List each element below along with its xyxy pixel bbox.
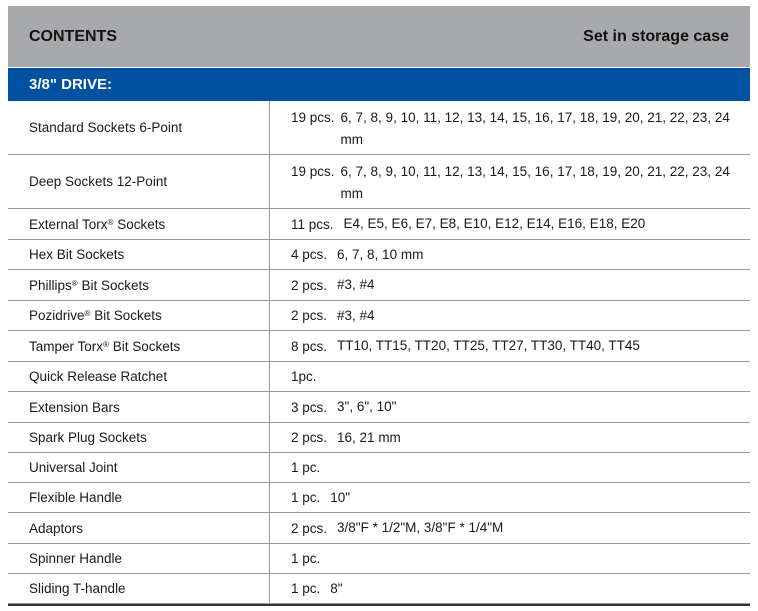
row-quantity: 1pc. (291, 369, 317, 384)
row-items: 6, 7, 8, 9, 10, 11, 12, 13, 14, 15, 16, 17, 18, 19, 20, 21, 22, 23, 24 mm (340, 110, 730, 147)
table-row (8, 483, 750, 513)
row-name-text: Quick Release Ratchet (29, 369, 168, 384)
row-items: #3, #4 (337, 277, 375, 292)
table-row (8, 331, 750, 362)
row-value (270, 331, 750, 361)
row-quantity: 1 pc. (291, 551, 321, 566)
row-name (8, 362, 270, 391)
row-quantity: 8 pcs. (291, 338, 328, 354)
row-name (8, 101, 270, 154)
row-name (8, 513, 270, 543)
row-value (270, 453, 750, 482)
row-name (8, 240, 270, 269)
section-header (8, 68, 750, 101)
row-items: 8" (330, 580, 343, 596)
row-items: 6, 7, 8, 9, 10, 11, 12, 13, 14, 15, 16, 17, 18, 19, 20, 21, 22, 23, 24 mm (340, 164, 730, 201)
table-row (8, 574, 750, 604)
row-name-text: Standard Sockets 6-Point (29, 120, 183, 135)
table-row (8, 423, 750, 453)
row-quantity: 11 pcs. (291, 216, 334, 232)
table-row (8, 155, 750, 209)
row-name-suffix: Bit Sockets (77, 277, 149, 293)
table-header (8, 6, 750, 67)
row-name (8, 544, 270, 573)
table-bottom-rule (8, 604, 750, 606)
registered-mark: ® (107, 217, 114, 227)
table-row (8, 270, 750, 301)
row-value (270, 392, 750, 422)
header-set-label: Set in storage case (583, 27, 729, 45)
row-name-suffix: Sockets (113, 216, 166, 232)
table-body (8, 101, 750, 604)
row-value (270, 209, 750, 239)
row-name-text: Tamper Torx (29, 338, 104, 354)
row-quantity: 2 pcs. (291, 277, 328, 293)
registered-mark: ® (103, 339, 109, 349)
row-value (270, 240, 750, 269)
row-name-text: Spark Plug Sockets (29, 430, 147, 445)
row-name-text: Pozidrive (29, 308, 85, 323)
row-items: E4, E5, E6, E7, E8, E10, E12, E14, E16, E18, E20 (343, 216, 646, 231)
row-quantity: 1 pc. (291, 490, 321, 505)
row-quantity: 2 pcs. (291, 430, 328, 445)
row-items: 3/8"F * 1/2"M, 3/8"F * 1/4"M (337, 520, 504, 535)
row-name-text: External Torx (29, 216, 108, 232)
row-items: #3, #4 (337, 307, 375, 323)
row-quantity: 2 pcs. (291, 520, 328, 536)
row-value (270, 513, 750, 543)
row-quantity: 4 pcs. (291, 247, 328, 262)
row-name-suffix: Bit Sockets (108, 338, 181, 354)
row-value (270, 270, 750, 300)
row-name (8, 453, 270, 482)
row-quantity: 2 pcs. (291, 308, 328, 323)
row-items: 16, 21 mm (337, 429, 401, 445)
row-items: 10" (330, 489, 351, 505)
row-quantity: 1 pc. (291, 581, 321, 596)
row-name-text: Deep Sockets 12-Point (29, 174, 168, 189)
row-value (270, 574, 750, 603)
row-name-suffix: Bit Sockets (90, 308, 162, 323)
row-quantity: 1 pc. (291, 460, 321, 475)
registered-mark: ® (71, 278, 78, 288)
registered-mark: ® (84, 309, 91, 318)
row-value (270, 544, 750, 573)
row-name-text: Flexible Handle (29, 490, 123, 505)
row-name-text: Extension Bars (29, 399, 120, 415)
row-name (8, 483, 270, 512)
row-name (8, 270, 270, 300)
row-name (8, 301, 270, 330)
row-value (270, 101, 750, 154)
table-row (8, 392, 750, 423)
table-row (8, 513, 750, 544)
row-value (270, 362, 750, 391)
row-value (270, 483, 750, 512)
row-name (8, 155, 270, 208)
row-name (8, 574, 270, 603)
row-quantity: 19 pcs. (291, 164, 335, 179)
row-name-text: Hex Bit Sockets (29, 247, 125, 262)
row-items: TT10, TT15, TT20, TT25, TT27, TT30, TT40, TT45 (337, 338, 640, 353)
row-name-text: Spinner Handle (29, 551, 123, 566)
row-items: 6, 7, 8, 10 mm (337, 246, 424, 262)
row-value (270, 155, 750, 208)
header-contents-label: CONTENTS (29, 27, 117, 45)
contents-table (8, 6, 750, 606)
table-row (8, 101, 750, 155)
table-row (8, 209, 750, 240)
row-name-text: Sliding T-handle (29, 581, 126, 596)
row-name-text: Adaptors (29, 520, 84, 536)
row-value (270, 301, 750, 330)
table-row (8, 301, 750, 331)
row-name (8, 209, 270, 239)
row-value (270, 423, 750, 452)
table-row (8, 544, 750, 574)
row-name (8, 423, 270, 452)
table-row (8, 362, 750, 392)
table-row (8, 453, 750, 483)
row-quantity: 3 pcs. (291, 399, 328, 415)
row-name-text: Universal Joint (29, 460, 118, 475)
table-row (8, 240, 750, 270)
section-title: 3/8" DRIVE: (29, 76, 112, 93)
row-name-text: Phillips (29, 277, 72, 293)
row-quantity: 19 pcs. (291, 110, 335, 125)
row-name (8, 331, 270, 361)
row-name (8, 392, 270, 422)
row-items: 3", 6", 10" (337, 399, 397, 414)
